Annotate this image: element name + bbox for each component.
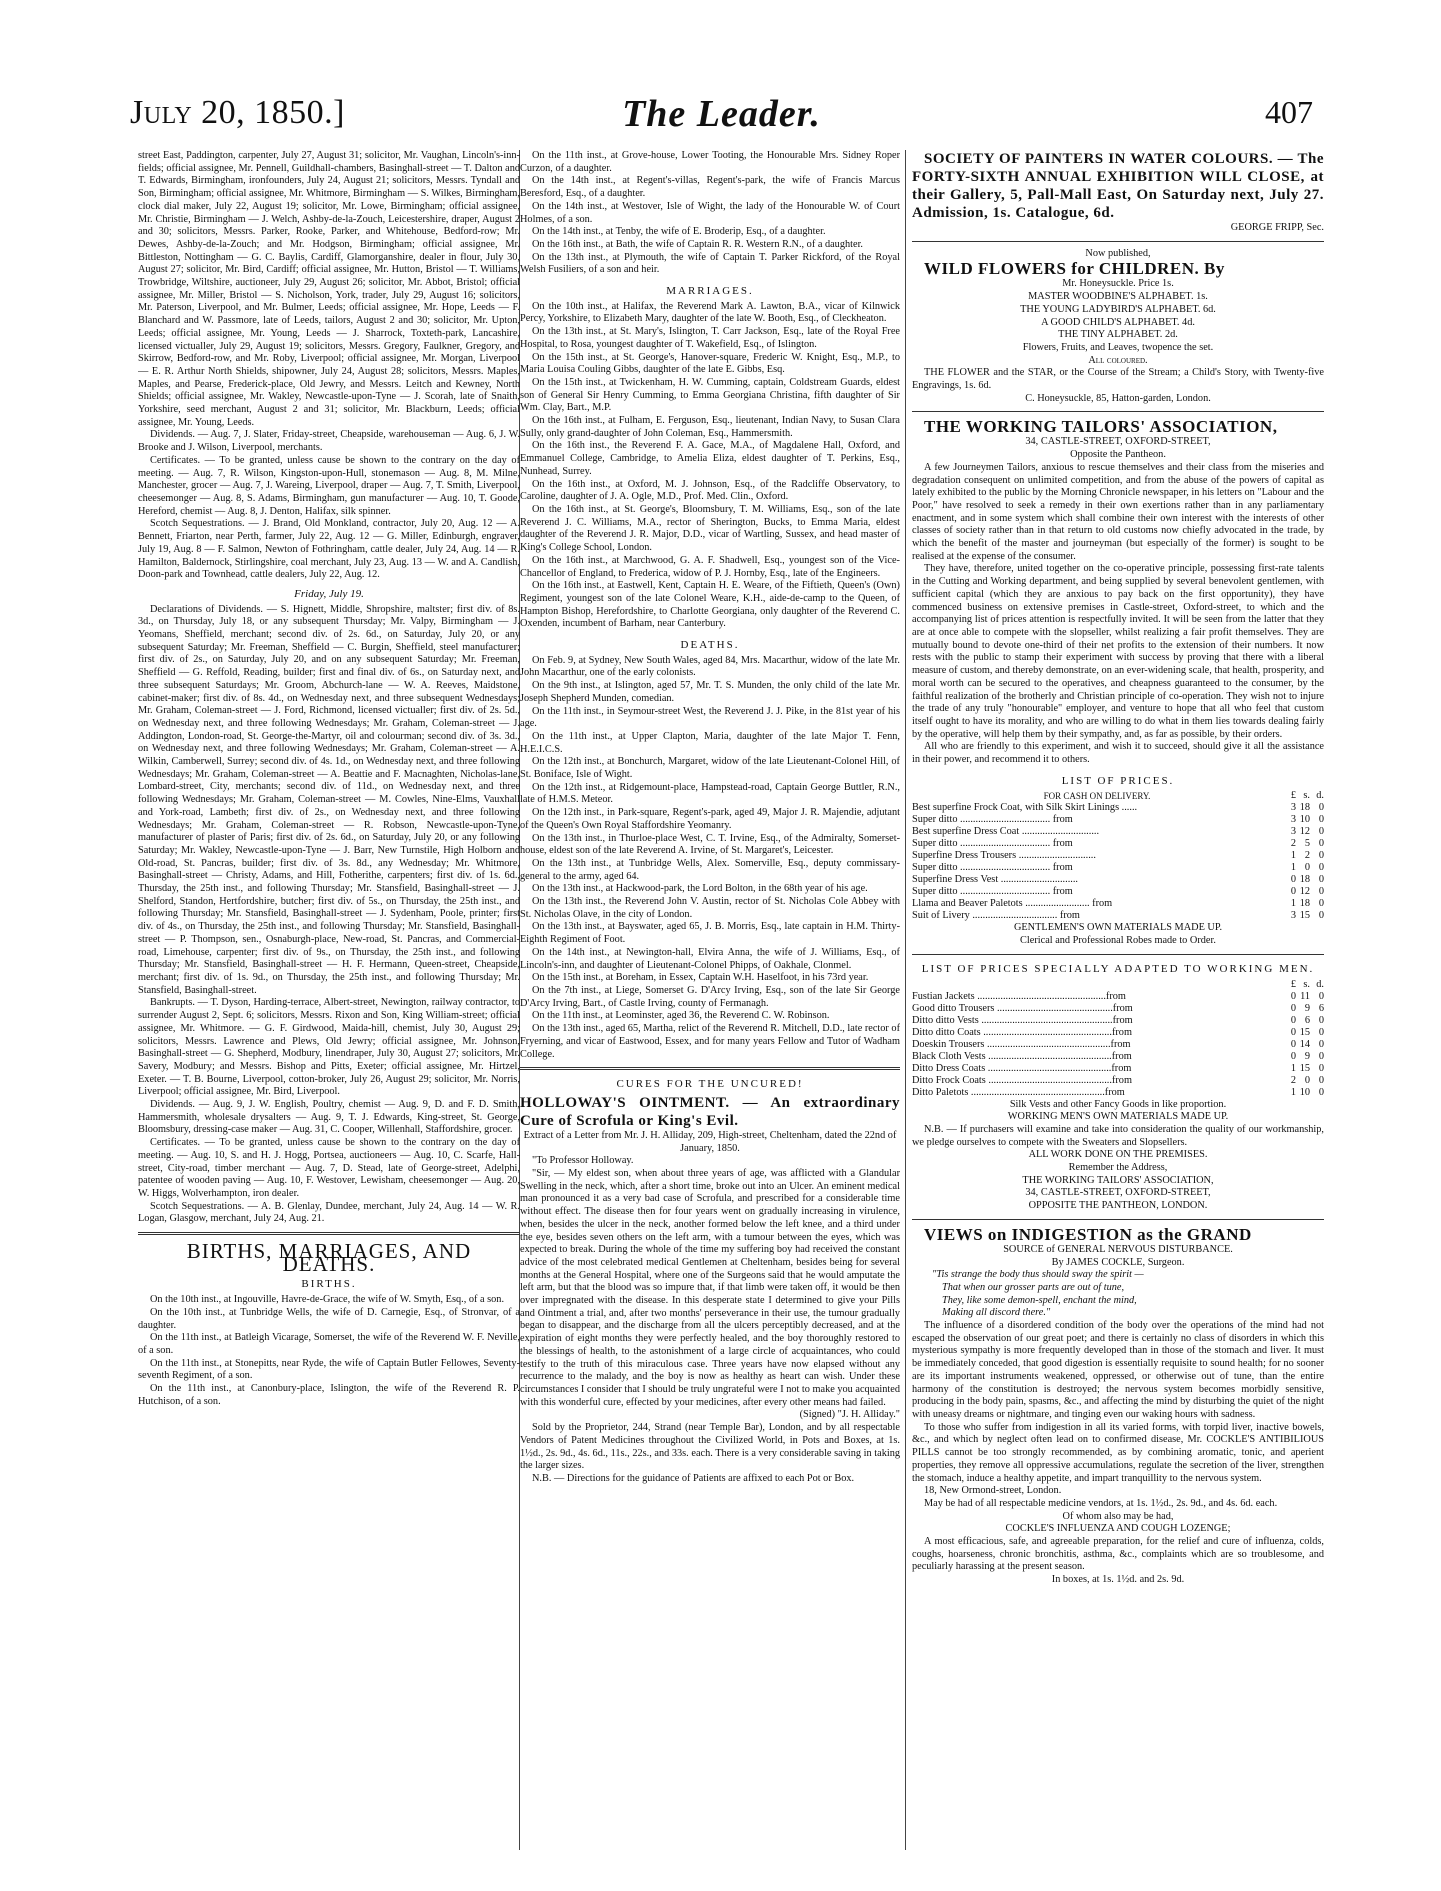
- birth-notice: On the 14th inst., at Regent's-villas, Regent's-park, the wife of Francis Marcus Beresford, Esq., of a daughter.: [520, 175, 900, 200]
- price-pounds: 3: [1290, 826, 1296, 838]
- price-shillings: 2: [1304, 850, 1310, 862]
- marriage-notice: On the 15th inst., at St. George's, Hanover-square, Frederic W. Knight, Esq., M.P., to Maria Louisa Couling Gibbs, daughter of the late E. Gibbs, Esq.: [520, 351, 900, 376]
- price-from: from: [1059, 910, 1080, 922]
- scotch-sequestrations-text-2: Scotch Sequestrations. — A. B. Glenlay, Dundee, merchant, July 24, Aug. 14 — W. R. Logan, Glasgow, merchant, July 24, Aug. 21.: [138, 1200, 520, 1225]
- birth-notice: On the 11th inst., at Canonbury-place, Islington, the wife of the Reverend R. P. Hutchison, of a son.: [138, 1383, 520, 1407]
- price-shillings: 9: [1304, 1002, 1310, 1014]
- certificates-text: Certificates. — To be granted, unless cause be shown to the contrary on the day of meeting. — Aug. 7, R. Wilson, Kingston-upon-Hull, stonemason — Aug. 8, M. Milne, Manchester, grocer — Aug. 7, J. Wareing, Liverpool, draper — Aug. 7, T. Smith, Liverpool, cheesemonger — Aug. 8, S. Adams, Birmingham, gun manufacturer — Aug. 10, T. Goode, Hereford, chemist — Aug. 8, J. Denton, Halifax, silk spinner.: [138, 454, 520, 517]
- price-shillings: 6: [1304, 1014, 1310, 1026]
- death-notice: On the 13th inst., at Tunbridge Wells, Alex. Somerville, Esq., deputy commissary-general to the army, aged 64.: [520, 857, 900, 882]
- price-item: Ditto ditto Vests: [912, 1014, 979, 1026]
- price-row: Super ditto ................................... from 1 0 0: [912, 862, 1324, 874]
- price-pounds: 1: [1290, 1062, 1296, 1074]
- prices-title: LIST OF PRICES.: [1061, 774, 1175, 787]
- price-item: Ditto ditto Coats: [912, 1026, 981, 1038]
- death-notice: On the 12th inst., at Bonchurch, Margaret, widow of the late Lieutenant-Colonel Hill, of St. Boniface, Isle of Wight.: [520, 756, 900, 781]
- friday-heading: Friday, July 19.: [294, 587, 364, 600]
- price-pence: 0: [1318, 1074, 1324, 1086]
- price-row: Superfine Dress Trousers .............................. 1 2 0: [912, 850, 1324, 862]
- price-pounds: 3: [1290, 910, 1296, 922]
- col-pence: d.: [1316, 978, 1324, 990]
- marriage-notice: On the 16th inst., the Reverend F. A. Gace, M.A., of Magdalene Hall, Oxford, and Emmanuel College, Cambridge, to Amelia Eliza, eldest daughter of T. Perkins, Esq., Nunhead, Surrey.: [520, 440, 900, 477]
- working-address: 34, CASTLE-STREET, OXFORD-STREET,: [1025, 1187, 1211, 1199]
- death-notice: On the 12th inst., in Park-square, Regent's-park, aged 49, Major J. R. Majendie, adjutant of the Queen's Own Royal Staffordshire Yeomanry.: [520, 807, 900, 831]
- price-shillings: 15: [1299, 910, 1310, 922]
- views-poem-line: Making all discord there.": [942, 1307, 1051, 1319]
- page-header: [130, 92, 1313, 142]
- price-pounds: 0: [1290, 1038, 1296, 1050]
- price-row: Super ditto ................................... from 2 5 0: [912, 838, 1324, 850]
- declarations-text: Declarations of Dividends. — S. Hignett, Middle, Shropshire, maltster; first div. of 8s. 3d., on Thursday, July 18, or any subsequent Thursday; Mr. Valpy, Birmingham — J. Yeomans, Sheffield, merchant; second div. of 2s. 6d., on Saturday, July 20, or any subsequent Saturday; Mr. Freeman, Sheffield — C. Burgin, Sheffield, steel manufacturer; first div. of 2s., on Saturday, July 20, and on any subsequent Saturday; Mr. Freeman, Sheffield — G. Reffold, Reading, builder; first and final div. of 6s., on Saturday next, and three subsequent Saturdays; Mr. Groom, Abchurch-lane — W. A. Reeves, Maidstone, cabinet-maker; first div. of 8s. 4d., on Wednesday next, and three subsequent Wednesdays; Mr. Graham, Coleman-street — J. Ford, Richmond, licensed victualler; first div. of 2s. 5d., on Wednesday next, and three following Wednesdays; Mr. Graham, Coleman-street — J. Addington, London-road, St. George-the-Martyr, oil and colourman; second div. of 3s. 3d., on Wednesday next, and three following Wednesdays; Mr. Graham, Coleman-street — A. Wilkin, Camberwell, Surrey; second div. of 4s. 1d., on Wednesday next, and three following Wednesdays; Mr. Graham, Coleman-street — A. Beattie and F. Macnaghten, Nicholas-lane, Lombard-street, City, merchants; second div. of 11d., on Wednesday next, and three following Wednesdays; Mr. Graham, Coleman-street — M. Cowles, Nine-Elms, Vauxhall and York-road, Lambeth; first div. of 2s., on Wednesday next, and three following Wednesdays; Mr. Graham, Coleman-street — R. Robson, Newcastle-upon-Tyne, manufacturer of plaster of Paris; first div. of 2s. 6d., on Saturday, July 20, or any following Saturday; Mr. Wakley, Newcastle-upon-Tyne — J. Barr, New Turnstile, High Holborn and Old-road, St. Pancras, builder; first div. of 3s. 8d., any Wednesday; Mr. Whitmore, Basinghall-street — Christy, Adams, and Hill, Fotherithe, carpenters; first div. of 1s. 6d., Thursday, the 25th inst., and following Thursday; Mr. Stansfield, Basinghall-street — J. Shelford, Standon, Hertfordshire, butcher; first div. of 5s., on Thursday, the 25th inst., and following Thursday; Mr. Stansfield, Basinghall-street — J. Sydenham, Poole, printer; first div. of 4s., on Thursday, the 25th inst., and following Thursday; Mr. Stansfield, Basinghall-street — P. Thompson, sen., Osnaburgh-place, New-road, St. Pancras, and Commercial-road, Limehouse, carpenter; first div. of 9s., on Thursday, the 25th inst., and following Thursday; Mr. Stansfield, Basinghall-street — H. F. Hermann, Queen-street, Cheapside, merchant; first div. of 1s. 9d., on Thursday, the 25th inst., and following Thursday; Mr. Stansfield, Basinghall-street.: [138, 603, 520, 996]
- price-row: Doeskin Trousers ................................................from 0 14 0: [912, 1038, 1324, 1050]
- price-pence: 0: [1318, 886, 1324, 898]
- price-item: Ditto Dress Coats: [912, 1062, 986, 1074]
- wild-flowers-line: THE YOUNG LADYBIRD'S ALPHABET. 6d.: [1020, 303, 1216, 315]
- certificates-text-2: Certificates. — To be granted, unless cause be shown to the contrary on the day of meeting. — Aug. 10, S. and H. J. Hogg, Portsea, auctioneers — Aug. 10, C. Scarfe, Hall-street, City-road, timber merchant — Aug. 7, D. Stead, late of George-street, Adelphi, patentee of wooden paving — Aug. 10, F. Westover, Lewisham, cheesemonger — Aug. 20, W. Higgs, Wolverhampton, iron dealer.: [138, 1137, 520, 1199]
- births-title: BIRTHS.: [301, 1278, 357, 1291]
- views-price: In boxes, at 1s. 1½d. and 2s. 9d.: [1051, 1574, 1185, 1586]
- price-item: Super ditto: [912, 814, 958, 826]
- working-note: WORKING MEN'S OWN MATERIALS MADE UP.: [1007, 1111, 1229, 1123]
- tailors-heading: THE WORKING TAILORS' ASSOCIATION,: [924, 417, 1278, 437]
- price-shillings: 18: [1299, 802, 1310, 814]
- birth-notice: On the 11th inst., at Batleigh Vicarage, Somerset, the wife of the Reverend W. F. Neville, of a son.: [138, 1332, 520, 1356]
- price-pence: 0: [1318, 1038, 1324, 1050]
- price-shillings: 0: [1304, 862, 1310, 874]
- views-poem-line: They, like some demon-spell, enchant the mind,: [942, 1294, 1137, 1306]
- col-pounds: £: [1290, 790, 1296, 802]
- price-pounds: 0: [1290, 1002, 1296, 1014]
- price-item: Fustian Jackets: [912, 990, 975, 1002]
- col-pounds: £: [1290, 978, 1296, 990]
- price-pence: 0: [1318, 814, 1324, 826]
- price-row: Best superfine Frock Coat, with Silk Skirt Linings ...... 3 18 0: [912, 802, 1324, 814]
- column-3: [912, 150, 1324, 1770]
- price-shillings: 12: [1299, 826, 1310, 838]
- price-pounds: 1: [1290, 862, 1296, 874]
- price-pence: 0: [1318, 826, 1324, 838]
- price-pence: 0: [1318, 1086, 1324, 1098]
- price-row: Best superfine Dress Coat .............................. 3 12 0: [912, 826, 1324, 838]
- price-row: Super ditto ................................... from 3 10 0: [912, 814, 1324, 826]
- price-row: Ditto Dress Coats ................................................from 1 15 0: [912, 1062, 1324, 1074]
- price-shillings: 0: [1304, 1074, 1310, 1086]
- price-pounds: 3: [1290, 814, 1296, 826]
- price-shillings: 9: [1304, 1050, 1310, 1062]
- price-item: Best superfine Dress Coat: [912, 826, 1020, 838]
- wild-flowers-line: Mr. Honeysuckle. Price 1s.: [1062, 278, 1174, 290]
- views-paragraph: A most efficacious, safe, and agreeable preparation, for the relief and cure of influenza, colds, coughs, hoarseness, chronic bronchitis, asthma, &c., complaints which are so troublesome, and peculiarly harassing at the present season.: [912, 1536, 1324, 1573]
- col-shillings: s.: [1303, 790, 1310, 802]
- price-row: Good ditto Trousers .............................................from 0 9 6: [912, 1002, 1324, 1014]
- price-pence: 0: [1318, 802, 1324, 814]
- price-row: Super ditto ................................... from 0 12 0: [912, 886, 1324, 898]
- working-price-list: [912, 979, 1324, 1099]
- price-from: from: [1052, 838, 1073, 850]
- dividends-text: Dividends. — Aug. 7, J. Slater, Friday-street, Cheapside, warehouseman — Aug. 6, J. W. Brooke and J. Wilson, Liverpool, merchants.: [138, 429, 520, 454]
- price-item: Suit of Livery: [912, 910, 970, 922]
- views-subheading: SOURCE of GENERAL NERVOUS DISTURBANCE.: [1003, 1243, 1233, 1255]
- price-from: from: [1052, 862, 1073, 874]
- views-lozenge-title: COCKLE'S INFLUENZA AND COUGH LOZENGE;: [1005, 1523, 1231, 1535]
- section-divider: [520, 1067, 900, 1070]
- prices-note: Clerical and Professional Robes made to Order.: [1020, 935, 1216, 947]
- marriage-notice: On the 16th inst., at Fulham, E. Ferguson, Esq., lieutenant, Indian Navy, to Susan Clara Sully, only grand-daughter of John Coleman, Esq., Hammersmith.: [520, 415, 900, 439]
- price-item: Llama and Beaver Paletots: [912, 898, 1023, 910]
- page-number: 407: [1265, 94, 1313, 130]
- bankrupts-text: street East, Paddington, carpenter, July 27, August 31; solicitor, Mr. Vaughan, Lincoln's-inn-fields; official assignee, Mr. Pennell, Guildhall-chambers, Basinghall-street — T. Dalton and T. Edwards, Birmingham, ironfounders, July 24, August 21; solicitors, Messrs. Tyndall and Son, Birmingham; official assignee, Mr. Whitmore, Birmingham — S. Wilkes, Birmingham, clock dial maker, July 22, August 19; solicitor, Mr. Lowe, Birmingham; official assignee, Mr. Christie, Birmingham — J. Welch, Ashby-de-la-Zouch, Leicestershire, draper, August 2 and 30; solicitors, Messrs. Parker, Rooke, Parker, and Whitehouse, Bedford-row; Mr. Dewes, Ashby-de-la-Zouch; and Mr. Hodgson, Birmingham; official assignee, Mr. Bittleston, Nottingham — G. C. Baylis, Cardiff, Glamorganshire, dealer in flour, July 30, August 27; solicitor, Mr. Bird, Cardiff; official assignee, Mr. Hutton, Bristol — T. Williams, Trowbridge, Wiltshire, auctioneer, July 29, August 26; solicitor, Mr. Abbot, Bristol; official assignee, Mr. Miller, Bristol — S. Nicholson, York, trader, July 29, August 16; solicitors, Mr. Paterson, Liverpool, and Mr. Bulmer, Leeds; official assignee, Mr. Hope, Leeds — F. Blanchard and W. Passmore, late of Leeds, tailors, August 2 and 30; solicitor, Mr. Upton, Leeds; official assignee, Mr. Young, Leeds — J. Sharrock, Toxteth-park, Lancashire, licensed victualler, July 29, August 19; solicitors, Messrs. Gregory, Faulkner, Gregory, and Skirrow, Bedford-row, and Mr. Roby, Liverpool; official assignee, Mr. Morgan, Liverpool — E. R. Arthur North Shields, shipowner, July 24, August 28; solicitors, Messrs. Maples, Maples, and Pearse, Frederick-place, Old Jewry, and Messrs. Leitch and Kewney, North Shields; official assignee, Mr. Wakley, Newcastle-upon-Tyne — J. Scorah, late of Snaith, Yorkshire, seed merchant, August 2 and 31; solicitor, Mr. Blackburn, Leeds; official assignee, Mr. Young, Leeds.: [138, 150, 520, 428]
- price-pence: 0: [1318, 1050, 1324, 1062]
- marriages-title: MARRIAGES.: [666, 285, 754, 298]
- price-pounds: 0: [1290, 1026, 1296, 1038]
- views-poem-line: "Tis strange the body thus should sway the spirit —: [932, 1269, 1144, 1281]
- price-subtitle: FOR CASH ON DELIVERY.: [1043, 791, 1151, 802]
- deaths-title: DEATHS.: [680, 639, 740, 652]
- price-row: Llama and Beaver Paletots ......................... from 1 18 0: [912, 898, 1324, 910]
- views-author: By JAMES COCKLE, Surgeon.: [1051, 1256, 1185, 1268]
- price-item: Super ditto: [912, 862, 958, 874]
- holloway-signature: (Signed) "J. H. Alliday.": [799, 1409, 900, 1421]
- views-paragraph: The influence of a disordered condition of the body over the operations of the mind had not escaped the observation of our great poet; and there is certainly no class of disorders in which this mysterious sympathy is more frequently developed than in those of the stomach and liver. It must be immediately conceded, that good digestion is essentially requisite to sound health; for no sooner are its important instruments weakened, oppressed, or otherwise out of tune, than the entire harmony of the constitution is destroyed; the nervous system becomes morbidly sensitive, producing in the body pain, spasms, &c., and affecting the mind by disturbing the quiet of the night with uneasy dreams or nightmare, and tinging even our waking hours with sadness.: [912, 1320, 1324, 1420]
- price-pence: 0: [1318, 838, 1324, 850]
- price-shillings: 18: [1299, 874, 1310, 886]
- marriage-notice: On the 15th inst., at Twickenham, H. W. Cumming, captain, Coldstream Guards, eldest son of General Sir Henry Cumming, to Emma Georgiana Christina, fifth daughter of Sir Wm. Clay, Bart., M.P.: [520, 376, 900, 414]
- death-notice: On Feb. 9, at Sydney, New South Wales, aged 84, Mrs. Macarthur, widow of the late Mr. John Macarthur, one of the early colonists.: [520, 654, 900, 679]
- views-heading: VIEWS on INDIGESTION as the GRAND: [924, 1224, 1252, 1244]
- price-pence: 0: [1318, 850, 1324, 862]
- bmd-title: BIRTHS, MARRIAGES, AND DEATHS.: [186, 1239, 472, 1276]
- working-address: OPPOSITE THE PANTHEON, LONDON.: [1028, 1200, 1208, 1212]
- marriage-notice: On the 16th inst., at Oxford, M. J. Johnson, Esq., of the Radcliffe Observatory, to Caroline, daughter of J. A. Ogle, M.D., Prof. Med. Clin., Oxford.: [520, 478, 900, 503]
- price-pence: 0: [1318, 862, 1324, 874]
- wild-flowers-line: THE TINY ALPHABET. 2d.: [1058, 329, 1178, 341]
- wild-flowers-heading: WILD FLOWERS for CHILDREN. By: [924, 259, 1225, 279]
- cures-heading: CURES FOR THE UNCURED!: [616, 1078, 804, 1091]
- holloway-nb: N.B. — Directions for the guidance of Patients are affixed to each Pot or Box.: [532, 1472, 855, 1484]
- bankrupts-text-2: Bankrupts. — T. Dyson, Harding-terrace, Albert-street, Newington, railway contractor, to surrender August 2, Sept. 6; solicitors, Messrs. Rixon and Son, King William-street; official assignee, Mr. Whitmore. — G. F. Girdwood, Maida-hill, chemist, July 30, August 29; solicitors, Messrs. Lawrence and Plews, Old Jewry; official assignee, Mr. Johnson, Basinghall-street — G. Shepherd, Modbury, linendraper, July 30, August 27; solicitors, Mr. Savery, Modbury; and Messrs. Bishop and Pitts, Exeter; official assignee, Mr. Hirtzel, Exeter. — T. B. Bourne, Liverpool, cotton-broker, July 26, August 29; solicitor, Mr. Norris, Liverpool; official assignee, Mr. Bird, Liverpool.: [138, 997, 520, 1098]
- masthead-title: The Leader.: [622, 93, 821, 135]
- wild-flowers-line: All coloured.: [1088, 354, 1148, 366]
- tailors-paragraph: All who are friendly to this experiment, and wish it to succeed, should give it all the assistance in their power, and recommend it to others.: [912, 741, 1324, 766]
- price-item: Super ditto: [912, 838, 958, 850]
- prices-note: GENTLEMEN'S OWN MATERIALS MADE UP.: [1013, 922, 1223, 934]
- price-item: Black Cloth Vests: [912, 1050, 986, 1062]
- views-paragraph: May be had of all respectable medicine vendors, at 1s. 1½d., 2s. 9d., and 4s. 6d. each.: [924, 1497, 1278, 1509]
- society-signature: GEORGE FRIPP, Sec.: [1230, 222, 1324, 233]
- tailors-opposite: Opposite the Pantheon.: [1070, 449, 1166, 461]
- now-published: Now published,: [1085, 247, 1151, 259]
- working-address: THE WORKING TAILORS' ASSOCIATION,: [1022, 1174, 1214, 1186]
- marriage-notice: On the 16th inst., at Marchwood, G. A. F. Shadwell, Esq., youngest son of the Vice-Chancellor of England, to Frederica, widow of P. J. Hornby, Esq., late of the Engineers.: [520, 554, 900, 579]
- price-item: Ditto Frock Coats: [912, 1074, 986, 1086]
- tailors-paragraph: A few Journeymen Tailors, anxious to rescue themselves and their class from the miseries and degradation consequent on unlimited competition, and from the abuse of the powers of capital as lately exhibited to the public by the Morning Chronicle newspaper, in his letters on "Labour and the Poor," have resolved to seek a remedy in their own exertions rather than in any parliamentary enactment, and in some system which shall combine their own interest with the interests of other classes of society rather than in that return to old customs now chiefly advocated in the trade, by which the benefit of the master and journeyman (but especially of the former) is sought to be realised at the expense of the consumer.: [912, 461, 1324, 562]
- birth-notice: On the 10th inst., at Tunbridge Wells, the wife of D. Carnegie, Esq., of Stronvar, of a daughter.: [138, 1306, 520, 1331]
- death-notice: On the 14th inst., at Newington-hall, Elvira Anna, the wife of J. Williams, Esq., of Lincoln's-inn, and daughter of Lieutenant-Colonel Phipps, of Oakhale, Clonmel.: [520, 946, 900, 971]
- price-pence: 0: [1318, 1026, 1324, 1038]
- price-item: Ditto Paletots: [912, 1086, 969, 1098]
- price-row: Fustian Jackets ..................................................from 0 11 0: [912, 990, 1324, 1002]
- death-notice: On the 11th inst., at Leominster, aged 36, the Reverend C. W. Robinson.: [532, 1010, 830, 1022]
- price-pence: 0: [1318, 1014, 1324, 1026]
- working-prices-title: LIST OF PRICES SPECIALLY ADAPTED TO WORKING MEN.: [921, 962, 1315, 975]
- working-nb: N.B. — If purchasers will examine and take into consideration the quality of our workmanship, we pledge ourselves to compete with the Sweaters and Slopsellers.: [912, 1123, 1324, 1148]
- price-row: Ditto Paletots ....................................................from 1 10 0: [912, 1086, 1324, 1098]
- price-shillings: 18: [1299, 898, 1310, 910]
- marriage-notice: On the 16th inst., at Eastwell, Kent, Captain H. E. Weare, of the Fiftieth, Queen's (Own) Regiment, youngest son of the late Colonel Weare, K.H., aide-de-camp to the Queen, of Hampton Bishop, Herefordshire, to Charlotte Georgiana, only daughter of the Reverend C. Oxenden, incumbent of Barham, near Canterbury.: [520, 580, 900, 630]
- price-pence: 0: [1318, 1062, 1324, 1074]
- price-header-row: [912, 790, 1324, 802]
- tailors-address: 34, CASTLE-STREET, OXFORD-STREET,: [1025, 436, 1211, 448]
- holloway-sold: Sold by the Proprietor, 244, Strand (near Temple Bar), London, and by all respectable Vendors of Patent Medicines throughout the Civilized World, in Pots and Boxes, at 1s. 1½d., 2s. 9d., 4s. 6d., 11s., 22s., and 33s. each. There is a very considerable saving in taking the larger sizes.: [520, 1422, 900, 1472]
- price-pounds: 1: [1290, 1086, 1296, 1098]
- section-divider: [138, 1232, 520, 1235]
- price-shillings: 15: [1299, 1062, 1310, 1074]
- price-pounds: 0: [1290, 1014, 1296, 1026]
- death-notice: On the 13th inst., at Bayswater, aged 65, J. B. Morris, Esq., late captain in H.M. Thirty-Eighth Regiment of Foot.: [520, 921, 900, 946]
- price-shillings: 12: [1299, 886, 1310, 898]
- death-notice: On the 13th inst., in Thurloe-place West, C. T. Irvine, Esq., of the Admiralty, Somerset-house, eldest son of the late Reverend A. Irvine, of St. Margaret's, Leicester.: [520, 832, 900, 857]
- holloway-ad-heading: HOLLOWAY'S OINTMENT. — An extraordinary Cure of Scrofula or King's Evil.: [520, 1094, 900, 1129]
- wild-flowers-line: MASTER WOODBINE'S ALPHABET. 1s.: [1028, 291, 1208, 303]
- price-pounds: 1: [1290, 898, 1296, 910]
- wild-flowers-line: Flowers, Fruits, and Leaves, twopence the set.: [1022, 341, 1214, 353]
- death-notice: On the 11th inst., at Upper Clapton, Maria, daughter of the late Major T. Fenn, H.E.I.C.S.: [520, 730, 900, 755]
- society-ad-heading: SOCIETY OF PAINTERS IN WATER COLOURS. — The FORTY-SIXTH ANNUAL EXHIBITION WILL CLOSE, at their Gallery, 5, Pall-Mall East, On Saturday next, July 27. Admission, 1s. Catalogue, 6d.: [912, 151, 1324, 221]
- birth-notice: On the 11th inst., at Grove-house, Lower Tooting, the Honourable Mrs. Sidney Roper Curzon, of a daughter.: [520, 150, 900, 174]
- birth-notice: On the 14th inst., at Tenby, the wife of E. Broderip, Esq., of a daughter.: [532, 226, 826, 238]
- death-notice: On the 15th inst., at Boreham, in Essex, Captain W.H. Haselfoot, in his 73rd year.: [532, 972, 869, 984]
- holloway-extract: Extract of a Letter from Mr. J. H. Alliday, 209, High-street, Cheltenham, dated the 22nd of January, 1850.: [523, 1129, 897, 1154]
- price-shillings: 11: [1300, 990, 1310, 1002]
- column-1: [138, 150, 520, 1850]
- price-shillings: 10: [1299, 814, 1310, 826]
- views-poem-line: That when our grosser parts are out of tune,: [942, 1281, 1125, 1293]
- birth-notice: On the 14th inst., at Westover, Isle of Wight, the lady of the Honourable W. of Court Holmes, of a son.: [520, 200, 900, 225]
- price-pence: 0: [1318, 898, 1324, 910]
- wild-flowers-flower: THE FLOWER and the STAR, or the Course of the Stream; a Child's Story, with Twenty-five Engravings, 1s. 6d.: [912, 367, 1324, 392]
- issue-date: July 20, 1850.]: [130, 94, 345, 131]
- working-remember: Remember the Address,: [1068, 1162, 1168, 1174]
- dividends-text-2: Dividends. — Aug. 9, J. W. English, Poultry, chemist — Aug. 9, D. and F. D. Smith, Hammersmith, wholesale drysalters — Aug. 9, T. J. Edwards, King-street, St. George, Bloomsbury, dressing-case maker — Aug. 31, C. Cooper, Willenhall, Staffordshire, grocer.: [138, 1099, 520, 1136]
- ad-divider: [912, 411, 1324, 412]
- price-shillings: 14: [1299, 1038, 1310, 1050]
- price-pounds: 1: [1290, 850, 1296, 862]
- price-item: Superfine Dress Vest: [912, 874, 999, 886]
- price-pence: 0: [1318, 990, 1324, 1002]
- price-pence: 0: [1318, 874, 1324, 886]
- col-shillings: s.: [1303, 978, 1310, 990]
- birth-notice: On the 10th inst., at Ingouville, Havre-de-Grace, the wife of W. Smyth, Esq., of a son.: [150, 1294, 505, 1306]
- marriage-notice: On the 13th inst., at St. Mary's, Islington, T. Carr Jackson, Esq., late of the Royal Free Hospital, to Rosa, youngest daughter of T. Wakefield, Esq., of Islington.: [520, 326, 900, 350]
- price-pence: 6: [1318, 1002, 1324, 1014]
- working-note: Silk Vests and other Fancy Goods in like proportion.: [1009, 1098, 1227, 1110]
- price-item: Good ditto Trousers: [912, 1002, 995, 1014]
- price-from: from: [1052, 814, 1073, 826]
- marriage-notice: On the 10th inst., at Halifax, the Reverend Mark A. Lawton, B.A., vicar of Kilnwick Percy, Yorkshire, to Elizabeth Mary, daughter of the late W. Booth, Esq., of Cleckheaton.: [520, 300, 900, 325]
- price-shillings: 10: [1299, 1086, 1310, 1098]
- price-list: [912, 790, 1324, 922]
- death-notice: On the 13th inst., the Reverend John V. Austin, rector of St. Nicholas Cole Abbey with St. Nicholas Olave, in the city of London.: [520, 896, 900, 920]
- price-from: from: [1052, 886, 1073, 898]
- ad-divider: [912, 954, 1324, 955]
- views-paragraph: Of whom also may be had,: [1062, 1510, 1174, 1522]
- price-pounds: 2: [1290, 838, 1296, 850]
- ad-divider: [912, 1219, 1324, 1220]
- price-header-row: [912, 979, 1324, 991]
- column-2: [520, 150, 900, 1860]
- price-row: Ditto ditto Vests ...................................................from 0 6 0: [912, 1014, 1324, 1026]
- death-notice: On the 9th inst., at Islington, aged 57, Mr. T. S. Munden, the only child of the late Mr. Joseph Shepherd Munden, comedian.: [520, 680, 900, 704]
- price-item: Super ditto: [912, 886, 958, 898]
- col-pence: d.: [1316, 790, 1324, 802]
- holloway-salutation: "To Professor Holloway.: [532, 1155, 634, 1167]
- working-all-work: ALL WORK DONE ON THE PREMISES.: [1028, 1149, 1208, 1161]
- price-item: Superfine Dress Trousers: [912, 850, 1017, 862]
- wild-flowers-address: C. Honeysuckle, 85, Hatton-garden, London.: [1025, 392, 1211, 404]
- death-notice: On the 11th inst., in Seymour-street West, the Reverend J. J. Pike, in the 81st year of his age.: [520, 705, 900, 730]
- price-row: Ditto Frock Coats ................................................from 2 0 0: [912, 1074, 1324, 1086]
- ad-divider: [912, 241, 1324, 242]
- scotch-sequestrations-text: Scotch Sequestrations. — J. Brand, Old Monkland, contractor, July 20, Aug. 12 — A. Bennett, Friarton, near Perth, farmer, July 22, Aug. 12 — G. Miller, Edinburgh, engraver, July 19, Aug. 8 — F. Salmon, Newton of Fothringham, cattle dealer, July 24, Aug. 14 — R. Hamilton, Baldernock, Stirlingshire, coal merchant, July 23, Aug. 13 — W. and A. Candlish, Doon-park and Townhead, cattle dealers, July 22, Aug. 12.: [138, 518, 520, 581]
- price-item: Doeskin Trousers: [912, 1038, 985, 1050]
- marriage-notice: On the 16th inst., at St. George's, Bloomsbury, T. M. Williams, Esq., son of the late Reverend J. C. Williams, M.A., rector of Sherington, Bucks, to Emma Maria, eldest daughter of the Reverend J. R. Major, D.D., vicar of Wartling, Sussex, and head master of King's College School, London.: [520, 503, 900, 554]
- price-row: Superfine Dress Vest .............................. 0 18 0: [912, 874, 1324, 886]
- wild-flowers-line: A GOOD CHILD'S ALPHABET. 4d.: [1041, 316, 1195, 328]
- death-notice: On the 12th inst., at Ridgemount-place, Hampstead-road, Captain George Buttler, R.N., late of H.M.S. Meteor.: [520, 781, 900, 806]
- birth-notice: On the 13th inst., at Plymouth, the wife of Captain T. Parker Rickford, of the Royal Welsh Fusiliers, of a son and heir.: [520, 251, 900, 276]
- death-notice: On the 7th inst., at Liege, Somerset G. D'Arcy Irving, Esq., son of the late Sir George D'Arcy Irving, Bart., of Castle Irving, county of Fermanagh.: [520, 985, 900, 1009]
- price-shillings: 5: [1304, 838, 1310, 850]
- tailors-paragraph: They have, therefore, united together on the co-operative principle, possessing first-rate talents in the Cutting and Working department, and being supplied by several benevolent gentlemen, with sufficient capital (which they are anxious to pay back on the first opportunity), they have commenced business on extensive premises in Castle-street, Oxford-street, to which and the accompanying list of prices attention is respectfully invited. It will be seen from the latter that they are at once able to compete with the slopseller, whilst realizing a fair profit themselves. They are mutually bound to devote one-third of their net profits to the extension of their numbers. It now rests with the public to stamp their experiment with success by proving that there with a liberal measure of custom, and thereby demonstrate, on an ever-widening scale, that health, prosperity, and moral worth can be secured to the operatives, and cheapness guaranteed to the consumer, by the faithful realization of the brotherly and Christian principle of co-operation. They wish not to injure the trade of any truly "honourable" employer, and venture to hope that all who feel that custom itself ought to have its morality, and who are willing to do what in them lies towards dealing fairly by the operative, will help them by their sympathy, and, as far as possible, by their orders.: [912, 563, 1324, 740]
- price-shillings: 15: [1299, 1026, 1310, 1038]
- price-pounds: 2: [1290, 1074, 1296, 1086]
- price-pounds: 0: [1290, 874, 1296, 886]
- views-paragraph: 18, New Ormond-street, London.: [924, 1485, 1062, 1497]
- price-item: Best superfine Frock Coat, with Silk Skirt Linings: [912, 802, 1120, 814]
- price-row: Black Cloth Vests ................................................from 0 9 0: [912, 1050, 1324, 1062]
- death-notice: On the 13th inst., at Hackwood-park, the Lord Bolton, in the 68th year of his age.: [532, 883, 868, 895]
- price-pence: 0: [1318, 910, 1324, 922]
- birth-notice: On the 16th inst., at Bath, the wife of Captain R. R. Western R.N., of a daughter.: [532, 238, 863, 250]
- price-pounds: 0: [1290, 990, 1296, 1002]
- birth-notice: On the 11th inst., at Stonepitts, near Ryde, the wife of Captain Butler Fellowes, Seventy-seventh Regiment, of a son.: [138, 1357, 520, 1382]
- holloway-letter: "Sir, — My eldest son, when about three years of age, was afflicted with a Glandular Swelling in the neck, which, after a short time, broke out into an Ulcer. An eminent medical man pronounced it as a very bad case of Scrofula, and prescribed for a considerable time without effect. The disease then for four years went on gradually increasing in virulence, when, besides the ulcer in the neck, another formed below the left knee, and a third under the eye, besides seven others on the left arm, with a tumour between the eyes, which was expected to break. During the whole of the time my suffering boy had received the constant advice of the most celebrated medical Gentlemen at Cheltenham, besides being for several months at the General Hospital, where one of the Surgeons said that he would amputate the left arm, but that the blood was so impure that, if that limb were taken off, it would be then over impregnated with the disease. In this desperate state I determined to give your Pills and Ointment a trial, and, after two months' perseverance in their use, the tumour gradually began to disappear, and the discharge from all the ulcers perceptibly decreased, and at the expiration of eight months they were perfectly healed, and the boy thoroughly restored to the blessings of health, to the astonishment of a large circle of acquaintances, who could testify to the truth of this miraculous case. Three years have now elapsed without any recurrence to the malady, and the boy is now as healthy as heart can wish. Under these circumstances I consider that I should be truly ungrateful were I not to make you acquainted with this wonderful cure, effected by your medicines, after every other means had failed.: [520, 1168, 900, 1408]
- price-pounds: 0: [1290, 1050, 1296, 1062]
- column-divider: [905, 150, 906, 1850]
- price-from: from: [1092, 898, 1113, 910]
- price-pounds: 3: [1290, 802, 1296, 814]
- views-paragraph: To those who suffer from indigestion in all its varied forms, with torpid liver, inactive bowels, &c., and which by neglect often lead on to confirmed disease, Mr. COCKLE'S ANTIBILIOUS PILLS cannot be too strongly recommended, as by combining aromatic, tonic, and aperient properties, they remove all oppressive accumulations, regulate the secretion of the liver, strengthen the stomach, induce a healthy appetite, and impart tranquillity to the nervous system.: [912, 1421, 1324, 1484]
- price-row: Suit of Livery ................................. from 3 15 0: [912, 910, 1324, 922]
- price-pounds: 0: [1290, 886, 1296, 898]
- price-row: Ditto ditto Coats ..................................................from 0 15 0: [912, 1026, 1324, 1038]
- death-notice: On the 13th inst., aged 65, Martha, relict of the Reverend R. Mitchell, D.D., late rector of Fryerning, and vicar of Eastwood, Essex, and for many years Fellow and Tutor of Wadham College.: [520, 1023, 900, 1060]
